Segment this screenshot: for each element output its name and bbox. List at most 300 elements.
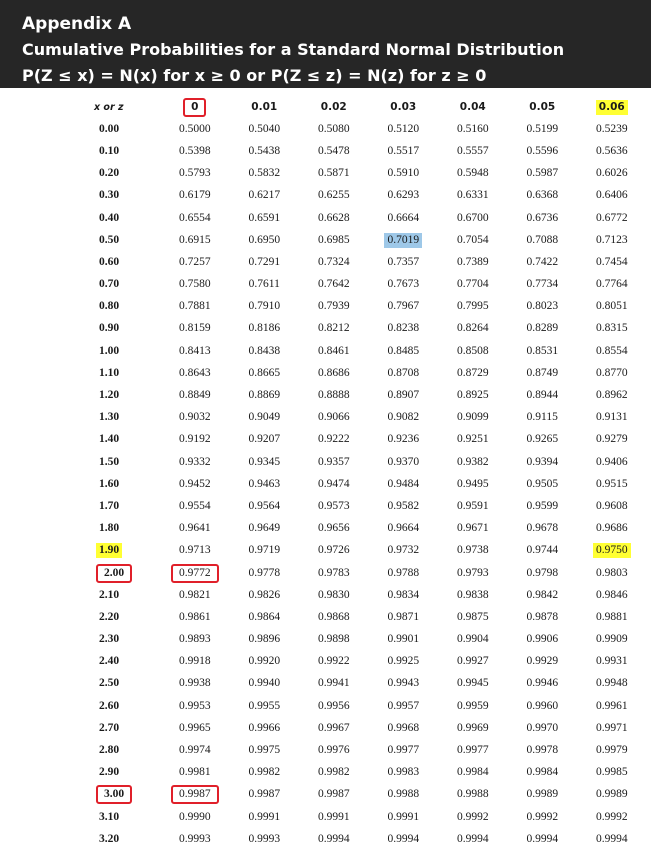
probability-value: 0.9938: [178, 677, 211, 690]
probability-value: 0.9671: [456, 522, 489, 535]
probability-cell: [369, 673, 439, 695]
probability-value: 0.7019: [384, 233, 422, 248]
probability-value: 0.9332: [178, 455, 211, 468]
probability-cell: [508, 451, 578, 473]
column-header-label: 0.05: [529, 100, 556, 113]
probability-value: 0.9803: [595, 566, 628, 579]
table-body: [80, 118, 647, 850]
probability-value: 0.9678: [526, 522, 559, 535]
probability-cell: [299, 318, 369, 340]
probability-cell: [369, 784, 439, 806]
row-z-label: 2.80: [99, 744, 120, 757]
probability-cell: [508, 429, 578, 451]
probability-value: 0.7764: [595, 278, 628, 291]
appendix-title: Appendix A: [22, 14, 132, 34]
probability-value: 0.9992: [526, 810, 559, 823]
probability-value: 0.6255: [317, 189, 350, 202]
probability-cell: [369, 318, 439, 340]
probability-cell: [438, 562, 508, 584]
probability-cell: [577, 185, 647, 207]
probability-value: 0.9977: [387, 744, 420, 757]
probability-cell: [577, 806, 647, 828]
row-z-label: 1.00: [99, 344, 120, 357]
probability-value: 0.9222: [317, 433, 350, 446]
probability-value: 0.9893: [178, 633, 211, 646]
row-z-value: [80, 784, 160, 806]
probability-value: 0.9554: [178, 499, 211, 512]
probability-value: 0.8531: [526, 344, 559, 357]
probability-value: 0.5398: [178, 144, 211, 157]
row-z-label: 3.20: [99, 832, 120, 845]
column-header-label: 0.04: [459, 100, 486, 113]
row-z-label: 1.80: [99, 522, 120, 535]
probability-value: 0.9505: [526, 477, 559, 490]
row-z-value: [80, 518, 160, 540]
probability-cell: [508, 407, 578, 429]
row-z-label: 1.40: [99, 433, 120, 446]
probability-value: 0.6554: [178, 211, 211, 224]
probability-cell: [299, 362, 369, 384]
probability-value: 0.9713: [178, 544, 211, 557]
row-z-value: [80, 185, 160, 207]
probability-cell: [369, 828, 439, 850]
probability-cell: [508, 229, 578, 251]
probability-cell: [369, 118, 439, 140]
probability-cell: [230, 695, 300, 717]
probability-value: 0.9984: [526, 766, 559, 779]
table-row: [80, 540, 647, 562]
probability-cell: [160, 651, 230, 673]
row-z-label: 2.10: [99, 588, 120, 601]
probability-value: 0.9901: [387, 633, 420, 646]
probability-cell: [577, 207, 647, 229]
probability-cell: [230, 629, 300, 651]
row-z-value: [80, 651, 160, 673]
probability-cell: [160, 163, 230, 185]
probability-cell: [299, 118, 369, 140]
probability-value: 0.9990: [178, 810, 211, 823]
probability-cell: [508, 518, 578, 540]
probability-value: 0.9988: [456, 788, 489, 801]
probability-cell: [230, 673, 300, 695]
probability-cell: [299, 739, 369, 761]
probability-cell: [369, 651, 439, 673]
probability-value: 0.9394: [526, 455, 559, 468]
probability-value: 0.9861: [178, 610, 211, 623]
probability-cell: [369, 695, 439, 717]
probability-value: 0.7704: [456, 278, 489, 291]
probability-value: 0.9474: [317, 477, 350, 490]
probability-value: 0.7734: [526, 278, 559, 291]
probability-cell: [577, 163, 647, 185]
probability-value: 0.9991: [317, 810, 350, 823]
row-z-value: [80, 407, 160, 429]
row-z-label: 2.20: [99, 610, 120, 623]
probability-value: 0.8729: [456, 366, 489, 379]
probability-cell: [438, 784, 508, 806]
row-z-label: 2.70: [99, 721, 120, 734]
probability-value: 0.9656: [317, 522, 350, 535]
corner-label: x or z: [94, 101, 124, 113]
probability-cell: [438, 717, 508, 739]
probability-cell: [230, 340, 300, 362]
probability-cell: [508, 806, 578, 828]
probability-value: 0.9788: [387, 566, 420, 579]
probability-cell: [438, 540, 508, 562]
row-z-label: 0.00: [99, 122, 120, 135]
probability-value: 0.9750: [593, 543, 631, 558]
probability-cell: [369, 518, 439, 540]
table-row: [80, 362, 647, 384]
probability-cell: [230, 739, 300, 761]
row-z-label: 0.30: [99, 189, 120, 202]
probability-cell: [438, 318, 508, 340]
probability-value: 0.8749: [526, 366, 559, 379]
probability-value: 0.8508: [456, 344, 489, 357]
column-header-label: 0.02: [320, 100, 347, 113]
probability-cell: [577, 584, 647, 606]
probability-cell: [230, 296, 300, 318]
probability-value: 0.9738: [456, 544, 489, 557]
probability-cell: [230, 362, 300, 384]
probability-value: 0.5438: [248, 144, 281, 157]
probability-cell: [160, 762, 230, 784]
probability-cell: [577, 229, 647, 251]
probability-cell: [299, 518, 369, 540]
table-row: [80, 629, 647, 651]
probability-value: 0.9826: [248, 588, 281, 601]
probability-cell: [369, 562, 439, 584]
table-row: [80, 340, 647, 362]
probability-value: 0.8770: [595, 366, 628, 379]
probability-value: 0.9564: [248, 499, 281, 512]
probability-value: 0.9649: [248, 522, 281, 535]
column-header: [438, 96, 508, 118]
probability-cell: [299, 140, 369, 162]
probability-cell: [438, 118, 508, 140]
column-header-label: 0.01: [251, 100, 278, 113]
probability-cell: [438, 140, 508, 162]
probability-cell: [160, 518, 230, 540]
probability-value: 0.6628: [317, 211, 350, 224]
probability-value: 0.5871: [317, 167, 350, 180]
probability-value: 0.8315: [595, 322, 628, 335]
table-row: [80, 739, 647, 761]
probability-value: 0.9896: [248, 633, 281, 646]
probability-value: 0.8438: [248, 344, 281, 357]
probability-cell: [438, 251, 508, 273]
probability-cell: [369, 140, 439, 162]
probability-value: 0.9992: [595, 810, 628, 823]
probability-value: 0.9994: [595, 832, 628, 845]
probability-value: 0.9987: [248, 788, 281, 801]
probability-cell: [577, 451, 647, 473]
probability-cell: [230, 762, 300, 784]
probability-value: 0.9236: [387, 433, 420, 446]
probability-cell: [160, 673, 230, 695]
probability-value: 0.6026: [595, 167, 628, 180]
row-z-label: 2.40: [99, 655, 120, 668]
table-row: [80, 695, 647, 717]
probability-cell: [160, 695, 230, 717]
probability-cell: [230, 185, 300, 207]
probability-value: 0.7967: [387, 300, 420, 313]
row-z-value: [80, 318, 160, 340]
probability-value: 0.9984: [456, 766, 489, 779]
row-z-label: 2.30: [99, 633, 120, 646]
probability-value: 0.9726: [317, 544, 350, 557]
probability-cell: [299, 540, 369, 562]
row-z-value: [80, 207, 160, 229]
table-row: [80, 584, 647, 606]
probability-value: 0.9495: [456, 477, 489, 490]
probability-cell: [508, 651, 578, 673]
probability-value: 0.9994: [526, 832, 559, 845]
probability-cell: [508, 163, 578, 185]
probability-cell: [230, 473, 300, 495]
probability-value: 0.9904: [456, 633, 489, 646]
probability-cell: [508, 274, 578, 296]
row-z-label: 0.40: [99, 211, 120, 224]
probability-cell: [438, 828, 508, 850]
probability-value: 0.6406: [595, 189, 628, 202]
probability-value: 0.9989: [526, 788, 559, 801]
probability-cell: [577, 362, 647, 384]
row-z-value: [80, 274, 160, 296]
probability-cell: [160, 229, 230, 251]
probability-value: 0.6179: [178, 189, 211, 202]
probability-cell: [577, 739, 647, 761]
probability-cell: [299, 806, 369, 828]
table-row: [80, 762, 647, 784]
probability-value: 0.9989: [595, 788, 628, 801]
probability-value: 0.8413: [178, 344, 211, 357]
probability-cell: [438, 407, 508, 429]
table-row: [80, 207, 647, 229]
probability-value: 0.9207: [248, 433, 281, 446]
column-header: [508, 96, 578, 118]
probability-value: 0.7422: [526, 255, 559, 268]
probability-cell: [508, 340, 578, 362]
probability-cell: [230, 163, 300, 185]
probability-cell: [230, 806, 300, 828]
table-row: [80, 473, 647, 495]
probability-value: 0.8665: [248, 366, 281, 379]
table-row: [80, 185, 647, 207]
probability-cell: [299, 274, 369, 296]
table-row: [80, 407, 647, 429]
probability-cell: [160, 185, 230, 207]
probability-value: 0.9955: [248, 699, 281, 712]
probability-value: 0.9686: [595, 522, 628, 535]
row-z-label: 1.20: [99, 389, 120, 402]
probability-cell: [299, 185, 369, 207]
probability-cell: [438, 651, 508, 673]
probability-value: 0.9943: [387, 677, 420, 690]
row-z-label: 2.90: [99, 766, 120, 779]
row-z-label: 1.90: [96, 543, 122, 558]
probability-value: 0.9965: [178, 721, 211, 734]
probability-value: 0.5636: [595, 144, 628, 157]
probability-cell: [230, 384, 300, 406]
probability-value: 0.9732: [387, 544, 420, 557]
probability-value: 0.9898: [317, 633, 350, 646]
row-z-value: [80, 540, 160, 562]
row-z-value: [80, 584, 160, 606]
probability-cell: [508, 606, 578, 628]
probability-cell: [160, 629, 230, 651]
probability-value: 0.9115: [526, 411, 558, 424]
row-z-label: 0.50: [99, 233, 120, 246]
probability-cell: [369, 274, 439, 296]
probability-value: 0.6217: [248, 189, 281, 202]
column-header: [299, 96, 369, 118]
table-row: [80, 806, 647, 828]
probability-cell: [577, 562, 647, 584]
probability-value: 0.9875: [456, 610, 489, 623]
probability-cell: [438, 229, 508, 251]
probability-value: 0.9941: [317, 677, 350, 690]
row-z-label: 0.70: [99, 278, 120, 291]
probability-cell: [230, 118, 300, 140]
probability-value: 0.9983: [387, 766, 420, 779]
table-row: [80, 384, 647, 406]
probability-value: 0.8962: [595, 389, 628, 402]
row-z-label: 0.90: [99, 322, 120, 335]
probability-value: 0.8264: [456, 322, 489, 335]
probability-value: 0.7324: [317, 255, 350, 268]
table-row: [80, 784, 647, 806]
row-z-label: 2.50: [99, 677, 120, 690]
probability-value: 0.9357: [317, 455, 350, 468]
probability-cell: [160, 118, 230, 140]
probability-cell: [369, 806, 439, 828]
probability-cell: [369, 540, 439, 562]
probability-cell: [160, 784, 230, 806]
column-header-label: 0.06: [596, 100, 628, 115]
probability-value: 0.9830: [317, 588, 350, 601]
probability-cell: [160, 140, 230, 162]
probability-value: 0.5239: [595, 122, 628, 135]
probability-cell: [438, 163, 508, 185]
probability-value: 0.9988: [387, 788, 420, 801]
probability-value: 0.6293: [387, 189, 420, 202]
probability-cell: [508, 473, 578, 495]
probability-value: 0.8051: [595, 300, 628, 313]
probability-cell: [299, 762, 369, 784]
probability-value: 0.9049: [248, 411, 281, 424]
probability-value: 0.7291: [248, 255, 281, 268]
probability-cell: [438, 606, 508, 628]
row-z-label: 1.70: [99, 499, 120, 512]
probability-cell: [230, 451, 300, 473]
probability-value: 0.6591: [248, 211, 281, 224]
probability-value: 0.9599: [526, 499, 559, 512]
probability-value: 0.5910: [387, 167, 420, 180]
probability-cell: [369, 629, 439, 651]
probability-value: 0.9994: [456, 832, 489, 845]
probability-cell: [299, 473, 369, 495]
probability-value: 0.8849: [178, 389, 211, 402]
probability-cell: [369, 185, 439, 207]
probability-value: 0.9772: [171, 564, 219, 583]
probability-cell: [508, 251, 578, 273]
probability-value: 0.5040: [248, 122, 281, 135]
probability-cell: [299, 606, 369, 628]
row-z-value: [80, 118, 160, 140]
row-z-value: [80, 629, 160, 651]
probability-cell: [508, 717, 578, 739]
probability-value: 0.9967: [317, 721, 350, 734]
probability-cell: [230, 784, 300, 806]
probability-value: 0.8212: [317, 322, 350, 335]
probability-value: 0.9719: [248, 544, 281, 557]
probability-cell: [577, 407, 647, 429]
probability-cell: [369, 429, 439, 451]
probability-cell: [438, 185, 508, 207]
probability-cell: [299, 784, 369, 806]
probability-cell: [299, 163, 369, 185]
row-z-label: 1.50: [99, 455, 120, 468]
probability-value: 0.8238: [387, 322, 420, 335]
probability-cell: [230, 606, 300, 628]
column-header: [369, 96, 439, 118]
probability-cell: [299, 651, 369, 673]
table-header-row: [80, 96, 647, 118]
probability-cell: [160, 207, 230, 229]
table-row: [80, 429, 647, 451]
probability-cell: [508, 784, 578, 806]
probability-value: 0.9946: [526, 677, 559, 690]
probability-cell: [508, 118, 578, 140]
row-z-label: 0.60: [99, 255, 120, 268]
probability-cell: [160, 495, 230, 517]
probability-cell: [369, 340, 439, 362]
row-z-value: [80, 806, 160, 828]
probability-cell: [369, 251, 439, 273]
probability-value: 0.9664: [387, 522, 420, 535]
probability-cell: [299, 407, 369, 429]
probability-cell: [577, 296, 647, 318]
probability-cell: [299, 495, 369, 517]
probability-value: 0.9463: [248, 477, 281, 490]
probability-value: 0.7454: [595, 255, 628, 268]
probability-cell: [508, 185, 578, 207]
probability-cell: [508, 828, 578, 850]
probability-value: 0.7054: [456, 233, 489, 246]
probability-cell: [369, 296, 439, 318]
probability-value: 0.9968: [387, 721, 420, 734]
probability-cell: [577, 384, 647, 406]
probability-cell: [577, 540, 647, 562]
probability-value: 0.9957: [387, 699, 420, 712]
probability-cell: [230, 140, 300, 162]
probability-cell: [299, 207, 369, 229]
table-row: [80, 651, 647, 673]
table-row: [80, 673, 647, 695]
table-row: [80, 163, 647, 185]
probability-value: 0.9641: [178, 522, 211, 535]
probability-value: 0.6736: [526, 211, 559, 224]
probability-value: 0.9974: [178, 744, 211, 757]
probability-value: 0.9783: [317, 566, 350, 579]
probability-cell: [160, 806, 230, 828]
table-row: [80, 451, 647, 473]
probability-value: 0.6772: [595, 211, 628, 224]
probability-cell: [299, 429, 369, 451]
probability-cell: [369, 495, 439, 517]
probability-value: 0.5000: [178, 122, 211, 135]
